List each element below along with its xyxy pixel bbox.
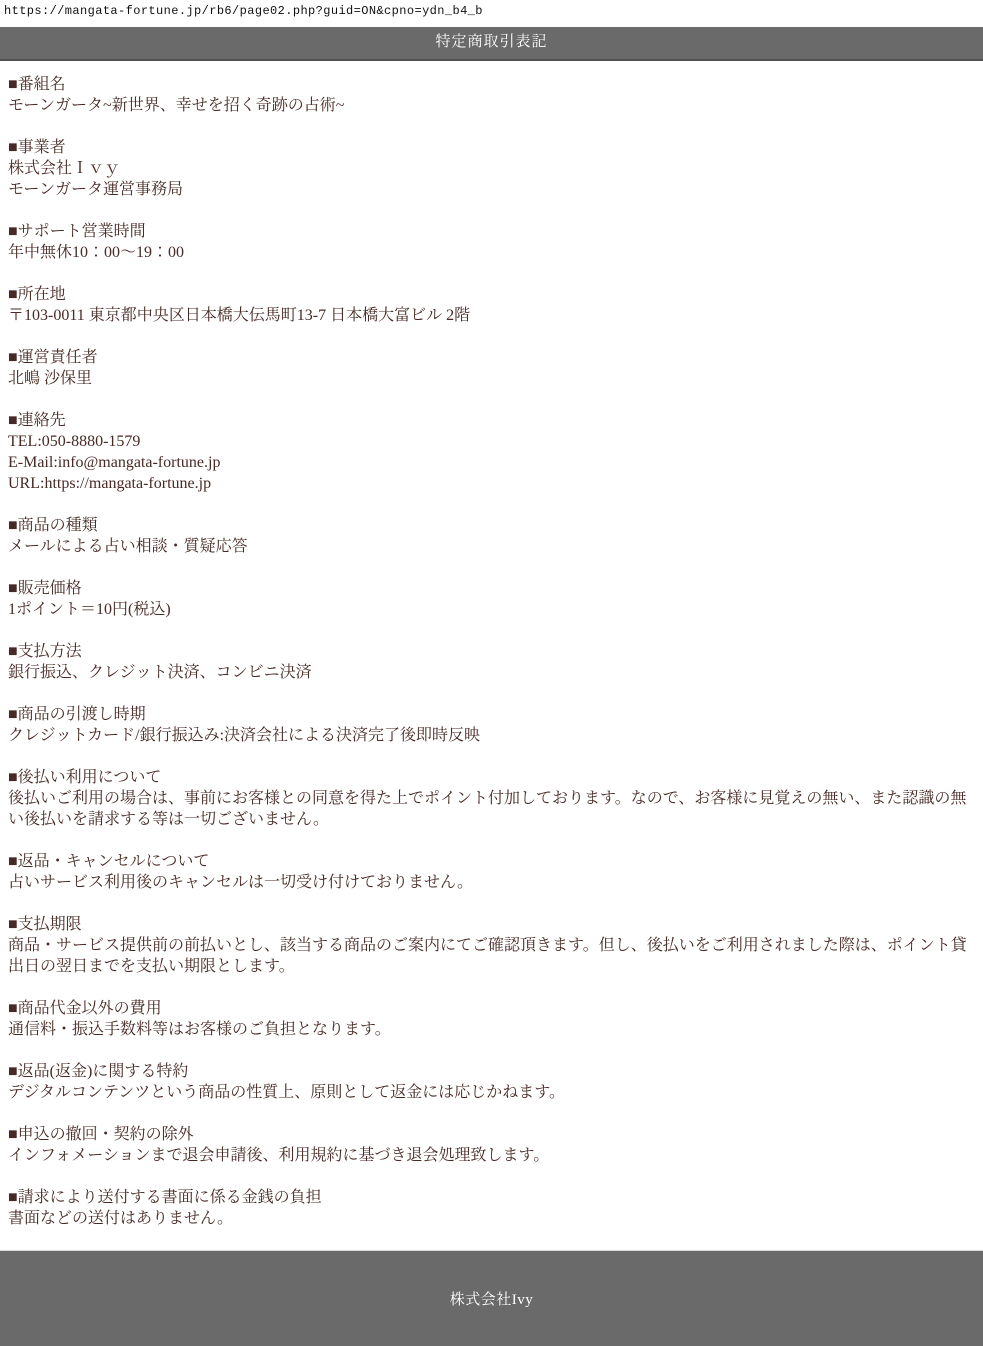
section-heading: ■商品の引渡し時期 [8, 706, 146, 723]
section [8, 284, 971, 326]
section [8, 641, 971, 683]
section-lines [8, 305, 971, 326]
section [8, 221, 971, 263]
section-lines [8, 95, 971, 116]
section-heading: ■申込の撤回・契約の除外 [8, 1126, 194, 1143]
section-text: 通信料・振込手数料等はお客様のご負担となります。 [8, 1021, 391, 1038]
section-text: 北嶋 沙保里 [8, 370, 93, 387]
section-heading: ■商品代金以外の費用 [8, 1000, 162, 1017]
section-heading: ■返品(返金)に関する特約 [8, 1063, 189, 1080]
section-text: 後払いご利用の場合は、事前にお客様との同意を得た上でポイント付加しております。なので、お客様に見覚えの無い、また認識の無い後払いを請求する等は一切ございません。 [8, 790, 967, 828]
section [8, 767, 971, 830]
section [8, 1124, 971, 1166]
section [8, 851, 971, 893]
section-heading: ■支払方法 [8, 643, 82, 660]
footer-bar [0, 1250, 983, 1346]
section-text: 占いサービス利用後のキャンセルは一切受け付けておりません。 [8, 874, 473, 891]
section-text: 株式会社Ｉｖｙ [8, 160, 121, 177]
section [8, 410, 971, 494]
section-text: 1ポイント＝10円(税込) [8, 601, 171, 618]
section-heading: ■所在地 [8, 286, 66, 303]
section-heading: ■サポート営業時間 [8, 223, 146, 240]
section-text: インフォメーションまで退会申請後、利用規約に基づき退会処理致します。 [8, 1147, 550, 1164]
section-text: デジタルコンテンツという商品の性質上、原則として返金には応じかねます。 [8, 1084, 565, 1101]
section-heading: ■連絡先 [8, 412, 66, 429]
section [8, 74, 971, 116]
section-heading: ■事業者 [8, 139, 66, 156]
section-lines [8, 725, 971, 746]
content-area [0, 61, 983, 1250]
section [8, 998, 971, 1040]
url-bar [0, 0, 983, 27]
section-text: モーンガータ運営事務局 [8, 181, 184, 198]
section [8, 1061, 971, 1103]
section-lines [8, 935, 971, 977]
section-lines [8, 872, 971, 893]
section-heading: ■返品・キャンセルについて [8, 853, 210, 870]
section-lines [8, 536, 971, 557]
section-text: メールによる占い相談・質疑応答 [8, 538, 248, 555]
title-bar [0, 27, 983, 61]
section [8, 1187, 971, 1229]
section-heading: ■販売価格 [8, 580, 82, 597]
section [8, 704, 971, 746]
section-heading: ■支払期限 [8, 916, 82, 933]
sections [8, 74, 971, 1229]
section-lines [8, 1208, 971, 1229]
url-text: https://mangata-fortune.jp/rb6/page02.php?guid=ON&cpno=ydn_b4_b [4, 4, 483, 18]
section [8, 137, 971, 200]
section [8, 347, 971, 389]
section-text: 書面などの送付はありません。 [8, 1210, 233, 1227]
section-text: 銀行振込、クレジット決済、コンビニ決済 [8, 664, 312, 681]
section-heading: ■番組名 [8, 76, 66, 93]
section-text: 〒103-0011 東京都中央区日本橋大伝馬町13-7 日本橋大富ビル 2階 [8, 307, 471, 324]
section [8, 914, 971, 977]
section-text: 商品・サービス提供前の前払いとし、該当する商品のご案内にてご確認頂きます。但し、後払いをご利用されました際は、ポイント貸出日の翌日までを支払い期限とします。 [8, 937, 967, 975]
section-lines [8, 1082, 971, 1103]
section-lines [8, 1019, 971, 1040]
section-heading: ■商品の種類 [8, 517, 98, 534]
section-heading: ■後払い利用について [8, 769, 162, 786]
section [8, 515, 971, 557]
section-text: クレジットカード/銀行振込み:決済会社による決済完了後即時反映 [8, 727, 481, 744]
section-heading: ■請求により送付する書面に係る金銭の負担 [8, 1189, 322, 1206]
section-lines [8, 158, 971, 200]
section-text: TEL:050-8880-1579 [8, 433, 141, 450]
section [8, 578, 971, 620]
page-title: 特定商取引表記 [435, 34, 548, 50]
section-lines [8, 242, 971, 263]
section-text: 年中無休10：00～19：00 [8, 244, 185, 261]
section-text: モーンガータ~新世界、幸せを招く奇跡の占術~ [8, 97, 345, 114]
section-heading: ■運営責任者 [8, 349, 98, 366]
section-text: URL:https://mangata-fortune.jp [8, 475, 212, 492]
section-lines [8, 662, 971, 683]
section-lines [8, 431, 971, 494]
section-lines [8, 1145, 971, 1166]
section-lines [8, 368, 971, 389]
section-lines [8, 599, 971, 620]
footer-text: 株式会社Ivy [449, 1292, 534, 1308]
section-text: E-Mail:info@mangata-fortune.jp [8, 454, 221, 471]
section-lines [8, 788, 971, 830]
